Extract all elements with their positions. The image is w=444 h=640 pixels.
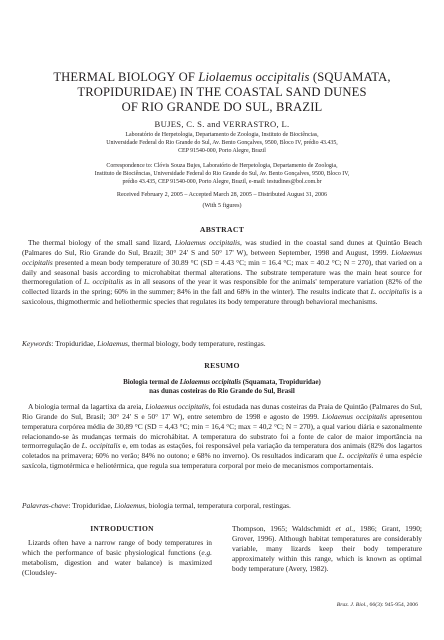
species-name: Liolaemus: [114, 501, 145, 510]
resumo-part: , foi estudada nas dunas costeiras da Praia de Quintão (Palmares do Sul, Rio Grande do Sul, Brasil; 30° 24' S e 50° 17' W), entre setembro de 1998 e agosto de 1999.: [22, 402, 423, 421]
keywords-text: : Tropiduridae,: [51, 339, 98, 348]
resumo-subtitle: [40, 378, 404, 396]
affiliation-line: CEP 91540-000, Porto Alegre, Brazil: [178, 148, 266, 155]
keywords-text: , biologia termal, temperatura corporal, restingas.: [144, 501, 291, 510]
resumo-subtitle-line-2: nas dunas costeiras do Rio Grande do Sul, Brasil: [149, 387, 295, 395]
resumo-keywords: [22, 501, 422, 510]
article-title: [28, 70, 416, 115]
correspondence: [40, 162, 404, 186]
keywords-label: Keywords: [22, 339, 52, 348]
species-name: L. occipitalis: [370, 287, 410, 297]
intro-abbrev: et al.: [335, 524, 354, 533]
intro-text: Thompson, 1965; Waldschmidt: [232, 524, 336, 533]
keywords-text: : Tropiduridae,: [68, 501, 115, 510]
species-name: L. occipitalis: [81, 441, 121, 451]
title-text: THERMAL BIOLOGY OF: [53, 70, 199, 84]
abstract-part: as in all seasons of the year it was responsible for the animals' temperature variation (82% of the collected lizards in the spring; 60% in the summer; 84% in the fall and 68% in the winter). The results indicate that: [22, 277, 422, 297]
species-name: L. occipitalis: [84, 277, 124, 287]
species-name: Liolaemus occipitalis: [179, 378, 241, 386]
intro-text: Lizards often have a narrow range of body temperatures in which the performance of basic physiological functions (: [22, 538, 212, 557]
abstract-text: [22, 238, 422, 307]
correspondence-line: prédio 43.435, CEP 91540-000, Porto Alegre, Brazil, e-mail: testudines@bol.com.br: [122, 179, 322, 186]
introduction-heading: INTRODUCTION: [90, 524, 154, 533]
intro-abbrev: e.g.: [201, 548, 212, 557]
correspondence-line: Instituto de Biociências, Universidade Federal do Rio Grande do Sul, Av. Bento Gonçalves, 9500, Bloco IV,: [94, 171, 350, 178]
resumo-part: A biologia termal da lagartixa da areia,: [28, 402, 146, 411]
species-name: Liolaemus occipitalis: [175, 238, 240, 247]
resumo-part: apresentou temperatura corpórea média de 30,89 °C (SD = 4,43 °C; min = 16,4 °C; max = 40,2 °C; N = 270), a qual variou diária e sazonalmente relacionando-se às mudanças termais do microhábitat. A temperatura do substrato foi a fonte de calor de maior importância na termorregulação de: [22, 411, 422, 451]
keywords-label: Palavras-chave: [22, 501, 69, 510]
resumo-part: é uma espécie saxícola, tigmotérmica e heliotérmica, que regula sua temperatura corporal por meio de mecanismos comportamentais.: [22, 451, 423, 471]
journal-name: Braz. J. Biol.: [336, 602, 367, 608]
species-name: Liolaemus: [97, 339, 128, 348]
resumo-heading: RESUMO: [204, 361, 240, 370]
resumo-part: e, em todas as estações, foi responsável pela variação da temperatura dos animais (82% dos lagartos coletados na primavera; 60% no verão; 84% no outono; e 68% no inverno). Os resultados indicaram que: [22, 441, 422, 461]
keywords-text: , thermal biology, body temperature, restingas.: [127, 339, 266, 348]
intro-text: , 1986; Grant, 1990; Grover, 1996). Although habitat temperatures are considerably variable, many lizards keep their body temperature approximately within this range, which is known as optimal body temperature (Avery, 1982).: [232, 524, 422, 573]
abstract-part: The thermal biology of the small sand lizard,: [28, 238, 175, 247]
species-name: Liolaemus occipitalis: [22, 247, 422, 267]
journal-citation: [337, 602, 418, 608]
introduction-right-column: [232, 524, 422, 574]
affiliation-line: Laboratório de Herpetologia, Departamento de Zoologia, Instituto de Biociências,: [125, 132, 319, 138]
resumo-subtitle-line-1: [40, 378, 404, 387]
authors: BUJES, C. S. and VERRASTRO, L.: [154, 119, 290, 129]
title-line-3: OF RIO GRANDE DO SUL, BRAZIL: [121, 100, 323, 114]
species-name: L. occipitalis: [338, 451, 378, 461]
affiliation: [40, 131, 404, 155]
abstract-part: is a saxicolous, thigmothermic and heliothermic species that regulates its body temperature through behavioral mechanisms.: [22, 287, 422, 307]
resumo-text: [22, 402, 422, 471]
species-name: Liolaemus occipitalis: [145, 402, 209, 411]
title-line-1: [28, 70, 416, 85]
received-dates: Received February 2, 2005 – Accepted March 28, 2005 – Distributed August 31, 2006: [116, 192, 328, 198]
species-name: Liolaemus occipitalis: [322, 411, 387, 421]
subtitle-text: Biologia termal de: [123, 378, 180, 386]
figure-count: (With 5 figures): [202, 203, 242, 209]
title-line-2: TROPIDURIDAE) IN THE COASTAL SAND DUNES: [77, 85, 367, 99]
title-text: (SQUAMATA,: [309, 70, 391, 84]
introduction-left-column: [22, 538, 212, 578]
abstract-part: presented a mean body temperature of 30.89 °C (SD = 4.43 °C; min = 16.4 °C; max = 40.2 °C; N = 270), that varied on a daily and seasonal basis according to microhabitat thermal alterations. The substrate temperature was the main heat source for thermoregulation of: [22, 257, 422, 287]
correspondence-line: Correspondence to: Clóvis Souza Bujes, Laboratório de Herpetologia, Departamento de Zoologia,: [106, 163, 338, 169]
abstract-part: , was studied in the coastal sand dunes at Quintão Beach (Palmares do Sul, Rio Grande do Sul, Brazil; 30° 24' S and 50° 17' W), between September, 1998 and August, 1999.: [22, 238, 422, 257]
subtitle-text: (Squamata, Tropiduridae): [240, 378, 321, 386]
abstract-keywords: [22, 339, 422, 348]
intro-text: metabolism, digestion and water balance) is maximized (Cloudsley-: [22, 558, 212, 577]
affiliation-line: Universidade Federal do Rio Grande do Sul, Av. Bento Gonçalves, 9500, Bloco IV, prédio 43.435,: [106, 140, 338, 147]
abstract-heading: ABSTRACT: [199, 225, 245, 234]
title-species: Liolaemus occipitalis: [198, 70, 310, 84]
citation-details: , 66(3): 945-954, 2006: [366, 602, 418, 608]
